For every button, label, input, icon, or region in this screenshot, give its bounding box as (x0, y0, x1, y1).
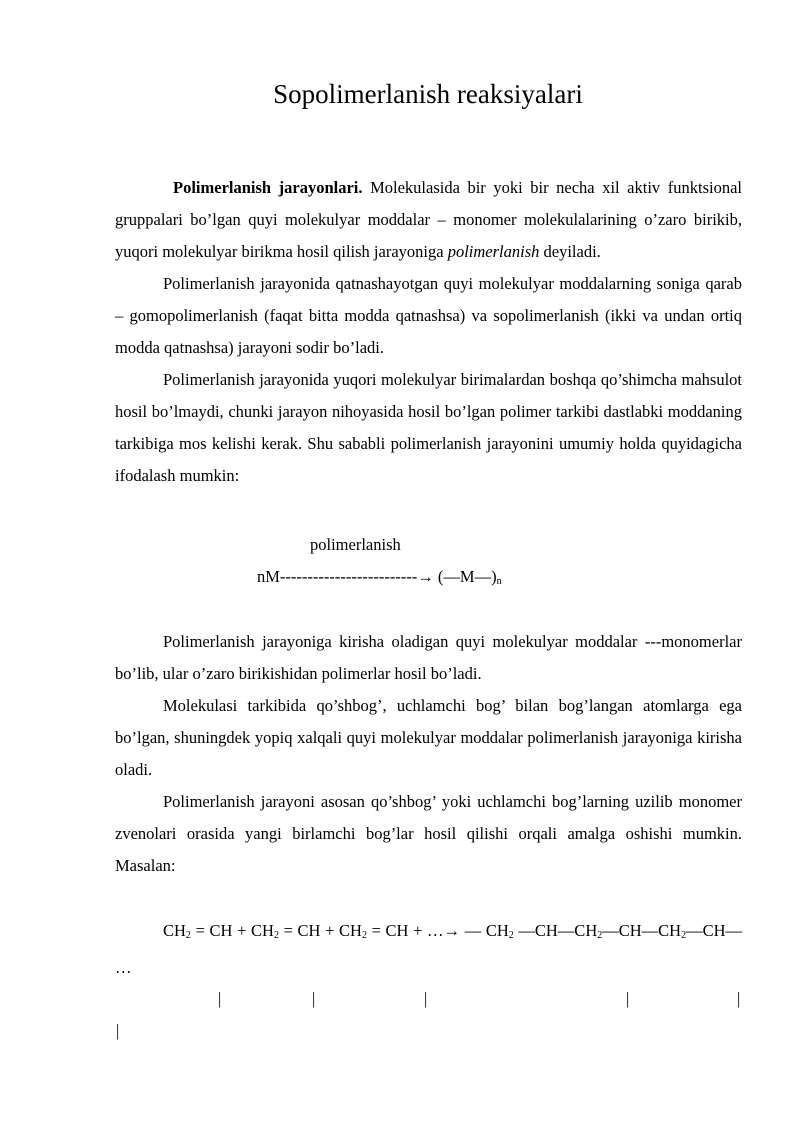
paragraph-monomers: Polimerlanish jarayoniga kirisha oladigan quyi molekulyar moddalar ---monomerlar bo’lib, ular o’zaro birikishidan polimerlar hosil bo’ladi. (115, 632, 742, 683)
eq-part: —CH—CH (602, 921, 682, 940)
body-text-block-2 (115, 626, 742, 882)
paragraph-general-form: Polimerlanish jarayonida yuqori molekulyar birimalardan boshqa qo’shimcha mahsulot hosil bo’lmaydi, chunki jarayon nihoyasida hosil bo’lgan polimer tarkibi dastlabki moddaning tarkibiga mos kelishi kerak. Shu sababli polimerlanish jarayonini umumiy holda quyidagicha ifodalash mumkin: (115, 370, 742, 485)
term-polimerlanish-jarayonlari: Polimerlanish jarayonlari. (173, 178, 363, 197)
bond-bar: | (312, 989, 316, 1008)
bond-bar: | (737, 989, 741, 1008)
paragraph-types: Polimerlanish jarayonida qatnashayotgan quyi molekulyar moddalarning soniga qarab – gomopolimerlanish (faqat bitta modda qatnashsa) va sopolimerlanish (ikki va undan ortiq modda qatnashsa) jarayoni sodir bo’ladi. (115, 274, 742, 357)
definition-text-b: deyiladi. (539, 242, 601, 261)
eq-sub: 2 (273, 930, 279, 941)
eq-part: CH (163, 921, 186, 940)
paragraph-molecule-structure: Molekulasi tarkibida qo’shbog’, uchlamchi bog’ bilan bog’langan atomlarga ega bo’lgan, shuningdek yopiq xalqali quyi molekulyar moddalar polimerlanish jarayoniga kirisha oladi. (115, 696, 742, 779)
scheme-equation (257, 565, 502, 594)
paragraph-definition (115, 172, 742, 268)
page-title: Sopolimerlanish reaksiyalari (273, 79, 583, 109)
definition-text-a: Molekulasida bir yoki bir necha xil aktiv funktsional gruppalari bo’lgan quyi molekulyar moddalar – monomer molekulalarining o’zaro birikib, yuqori molekulyar birikma hosil qilish jarayoniga (115, 178, 742, 261)
eq-part: —CH—CH (513, 921, 598, 940)
scheme-equation-text: nM-------------------------→ (—M—) (257, 567, 497, 586)
term-polimerlanish-italic: polimerlanish (447, 242, 540, 261)
chemical-equation (115, 915, 742, 984)
eq-part: = CH + CH (190, 921, 274, 940)
eq-part: —CH— … (115, 921, 742, 977)
eq-sub: 2 (185, 930, 191, 941)
bond-bar: | (424, 989, 428, 1008)
scheme-subscript-n: n (496, 576, 502, 587)
equation-line (115, 915, 742, 984)
scheme-arrow-label: polimerlanish (310, 535, 401, 554)
bond-bar: | (218, 989, 222, 1008)
eq-part: = CH + …→ — CH (366, 921, 509, 940)
eq-part: = CH + CH (278, 921, 362, 940)
bond-bar: | (116, 1021, 120, 1040)
eq-sub: 2 (361, 930, 367, 941)
eq-sub: 2 (681, 930, 687, 941)
body-text-block-1 (115, 172, 742, 492)
paragraph-mechanism: Polimerlanish jarayoni asosan qo’shbog’ yoki uchlamchi bog’larning uzilib monomer zvenolari orasida yangi birlamchi bog’lar hosil qilishi orqali amalga oshishi mumkin. Masalan: (115, 792, 742, 875)
eq-sub: 2 (508, 930, 514, 941)
bond-bar: | (626, 989, 630, 1008)
eq-sub: 2 (597, 930, 603, 941)
